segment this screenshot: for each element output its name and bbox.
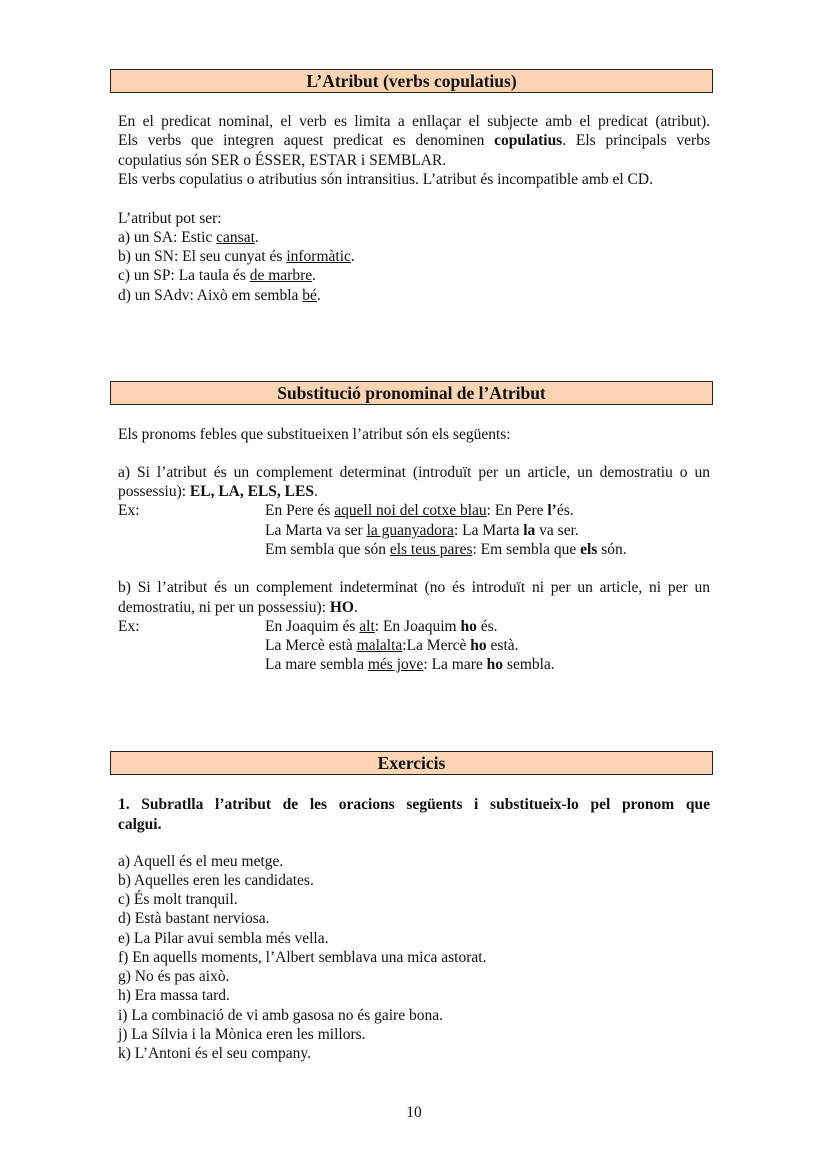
subst-intro: Els pronoms febles que substitueixen l’atribut són els següents:: [118, 426, 511, 443]
section-title-substitucio: Substitució pronominal de l’Atribut: [110, 381, 713, 405]
exercise-item: e) La Pilar avui sembla més vella.: [118, 930, 329, 947]
type-item-a: a) un SA: Estic cansat.: [118, 229, 259, 246]
subst-b-example-2: La Mercè està malalta:La Mercè ho està.: [265, 637, 519, 654]
page-number: 10: [406, 1104, 422, 1121]
subst-a-example-2: La Marta va ser la guanyadora: La Marta la va ser.: [265, 522, 579, 539]
intro-line-1: En el predicat nominal, el verb es limita a enllaçar el subjecte amb el predicat (atribut).: [118, 113, 710, 130]
intro-line-3: copulatius són SER o ÉSSER, ESTAR i SEMBLAR.: [118, 152, 447, 169]
intro-line-4: Els verbs copulatius o atributius són intransitius. L’atribut és incompatible amb el CD.: [118, 171, 653, 188]
exercise-item: g) No és pas això.: [118, 968, 230, 985]
exercise-question-line-2: calgui.: [118, 816, 162, 833]
exercise-item: a) Aquell és el meu metge.: [118, 853, 284, 870]
exercise-question-line-1: 1. Subratlla l’atribut de les oracions següents i substitueix-lo pel pronom que: [118, 796, 710, 813]
subst-a-example-3: Em sembla que són els teus pares: Em sembla que els són.: [265, 541, 627, 558]
exercise-item: c) És molt tranquil.: [118, 891, 238, 908]
exercise-item: j) La Sílvia i la Mònica eren les millors.: [118, 1026, 366, 1043]
exercise-item: f) En aquells moments, l’Albert semblava una mica astorat.: [118, 949, 487, 966]
exercise-item: d) Està bastant nerviosa.: [118, 910, 270, 927]
type-item-c: c) un SP: La taula és de marbre.: [118, 267, 317, 284]
subst-b-line-1: b) Si l’atribut és un complement indeterminat (no és introduït ni per un article, ni per un: [118, 579, 710, 596]
exercise-item: k) L’Antoni és el seu company.: [118, 1045, 311, 1062]
exercise-item: h) Era massa tard.: [118, 987, 230, 1004]
exercise-item: b) Aquelles eren les candidates.: [118, 872, 314, 889]
subst-a-line-2: possessiu): EL, LA, ELS, LES.: [118, 483, 318, 500]
type-item-d: d) un SAdv: Això em sembla bé.: [118, 287, 321, 304]
subst-b-line-2: demostratiu, ni per un possessiu): HO.: [118, 599, 358, 616]
subst-b-example-3: La mare sembla més jove: La mare ho sembla.: [265, 656, 555, 673]
subst-a-example-1: En Pere és aquell noi del cotxe blau: En Pere l’és.: [265, 502, 574, 519]
subst-b-example-1: En Joaquim és alt: En Joaquim ho és.: [265, 618, 498, 635]
subst-a-line-1: a) Si l’atribut és un complement determinat (introduït per un article, un demostratiu o un: [118, 464, 710, 481]
subst-b-ex-label: Ex:: [118, 618, 140, 635]
intro-line-2: Els verbs que integren aquest predicat es denominen copulatius. Els principals verbs: [118, 132, 710, 149]
section-title-exercicis: Exercicis: [110, 751, 713, 775]
type-item-b: b) un SN: El seu cunyat és informàtic.: [118, 248, 355, 265]
exercise-item: i) La combinació de vi amb gasosa no és gaire bona.: [118, 1007, 443, 1024]
types-heading: L’atribut pot ser:: [118, 210, 222, 227]
subst-a-ex-label: Ex:: [118, 502, 140, 519]
section-title-atribut: L’Atribut (verbs copulatius): [110, 69, 713, 93]
